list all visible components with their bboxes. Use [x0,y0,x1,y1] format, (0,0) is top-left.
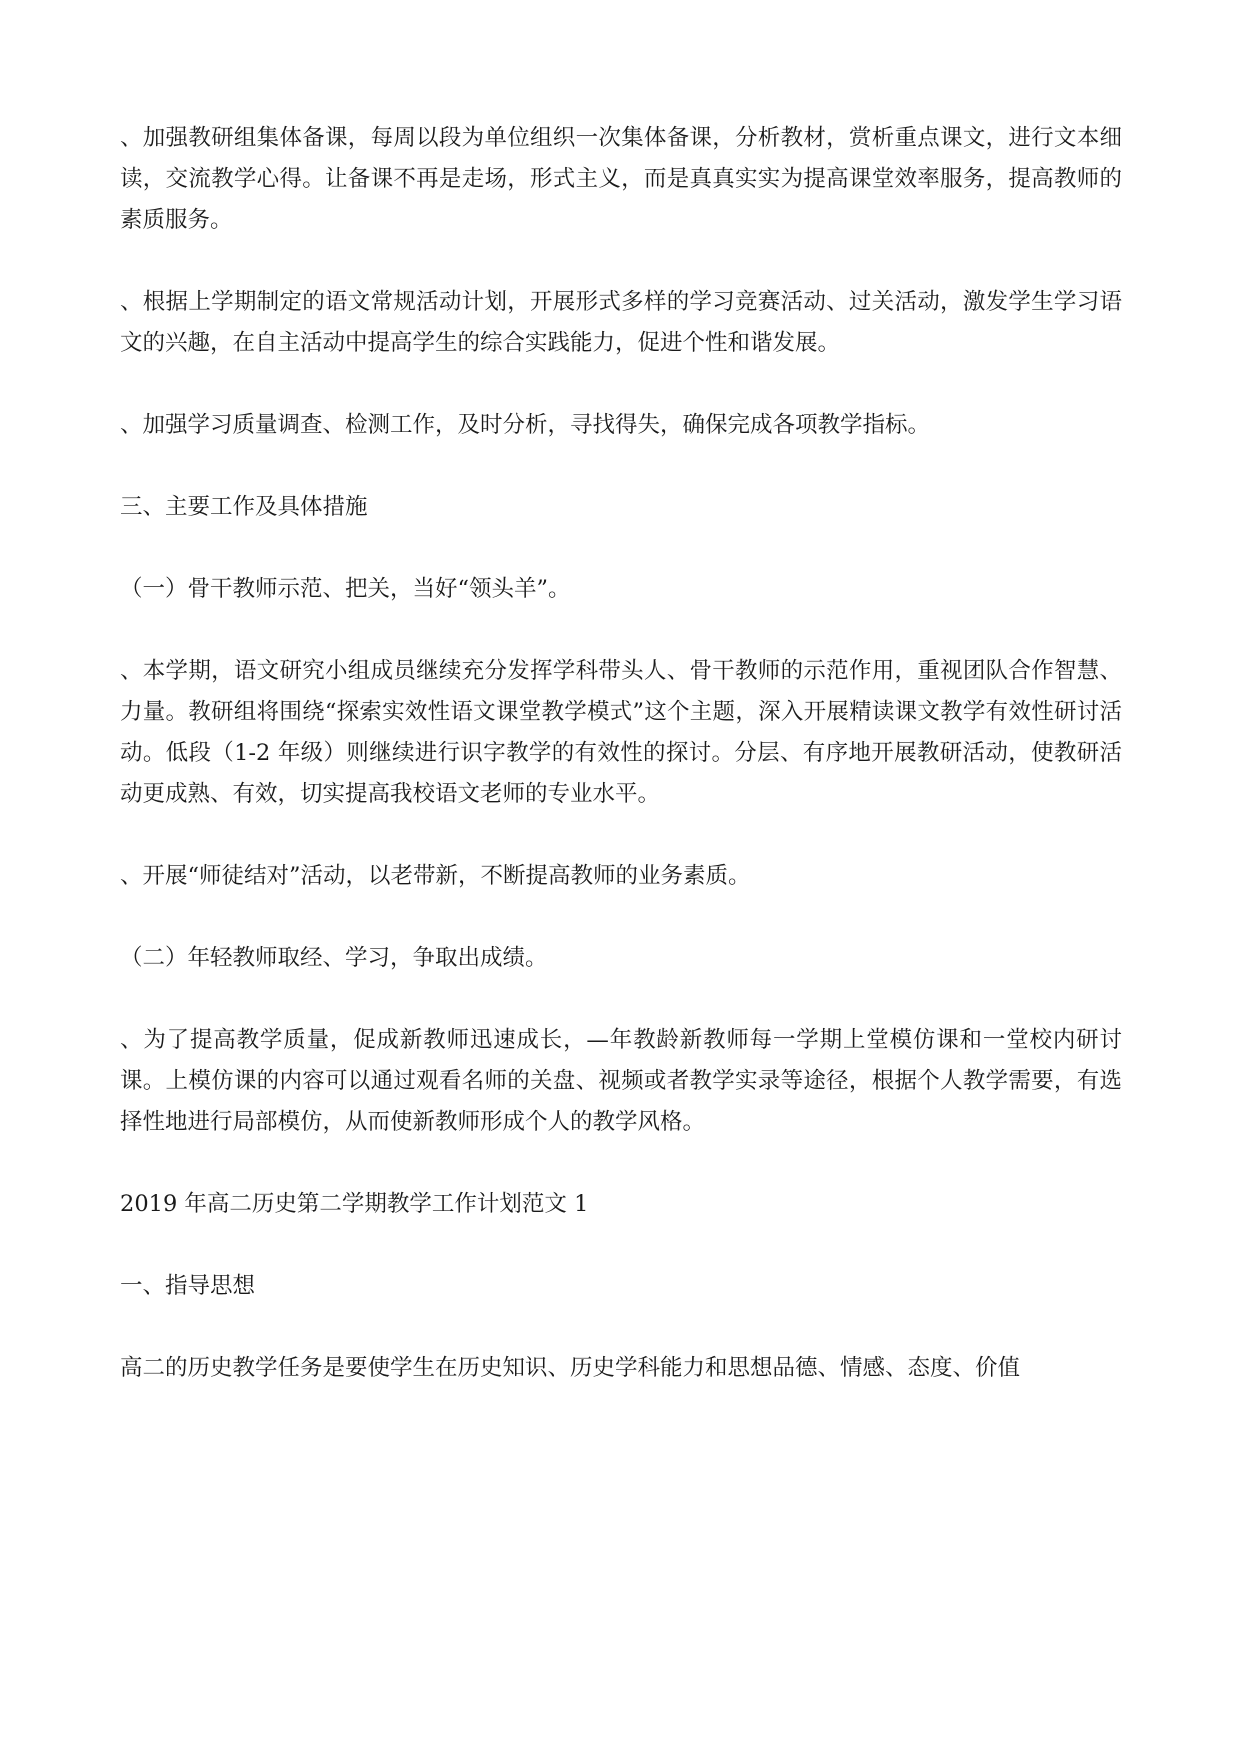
section-heading-guiding-ideology: 一、指导思想 [120,1273,256,1299]
paragraph-mentoring: 、开展“师徒结对”活动，以老带新，不断提高教师的业务素质。 [120,863,751,889]
paragraph-research-group: 、本学期，语文研究小组成员继续充分发挥学科带头人、骨干教师的示范作用，重视团队合作智慧、力量。教研组将围绕“探索实效性语文课堂教学模式”这个主题，深入开展精读课文教学有效性研讨活动。低段（1-2 年级）则继续进行识字教学的有效性的探讨。分层、有序地开展教研活动，使教研活动更成熟、有效，切实提高我校语文老师的专业水平。 [120,658,1122,807]
subheading-young-teachers: （二）年轻教师取经、学习，争取出成绩。 [120,945,548,971]
paragraph-quality-survey: 、加强学习质量调查、检测工作，及时分析，寻找得失，确保完成各项教学指标。 [120,412,931,438]
document-body [120,118,1122,1430]
paragraph-collective-lesson-prep: 、加强教研组集体备课，每周以段为单位组织一次集体备课，分析教材，赏析重点课文，进行文本细读，交流教学心得。让备课不再是走场，形式主义，而是真真实实为提高课堂效率服务，提高教师的素质服务。 [120,125,1122,233]
paragraph-chinese-activities: 、根据上学期制定的语文常规活动计划，开展形式多样的学习竞赛活动、过关活动，激发学生学习语文的兴趣，在自主活动中提高学生的综合实践能力，促进个性和谐发展。 [120,289,1122,356]
paragraph-history-teaching-task: 高二的历史教学任务是要使学生在历史知识、历史学科能力和思想品德、情感、态度、价值 [120,1355,1021,1381]
subheading-backbone-teachers: （一）骨干教师示范、把关，当好“领头羊”。 [120,576,571,602]
paragraph-new-teachers: 、为了提高教学质量，促成新教师迅速成长，—年教龄新教师每一学期上堂模仿课和一堂校内研讨课。上模仿课的内容可以通过观看名师的关盘、视频或者教学实录等途径，根据个人教学需要，有选择性地进行局部模仿，从而使新教师形成个人的教学风格。 [120,1027,1122,1135]
section-heading-main-work: 三、主要工作及具体措施 [120,494,368,520]
document-title-history-plan: 2019 年高二历史第二学期教学工作计划范文 1 [120,1191,589,1217]
